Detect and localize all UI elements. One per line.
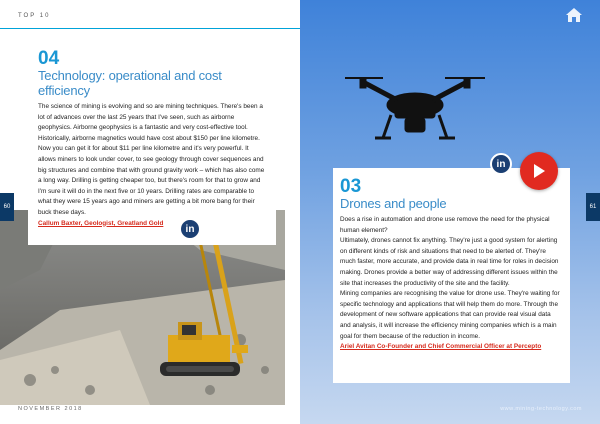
play-button[interactable]: [520, 152, 558, 190]
section-number: 04: [38, 48, 60, 69]
article-card-03: [333, 168, 570, 383]
byline-link[interactable]: Callum Baxter, Geologist, Greatland Gold: [38, 219, 164, 227]
header-rule: [0, 28, 300, 29]
section-number: 03: [340, 176, 362, 197]
issue-date: NOVEMBER 2018: [18, 406, 83, 412]
linkedin-label: in: [185, 223, 195, 235]
home-icon[interactable]: [566, 8, 582, 22]
play-icon: [532, 163, 546, 179]
byline-link[interactable]: Ariel Avitan Co-Founder and Chief Commercial Officer at Percepto: [340, 343, 542, 351]
running-head: TOP 10: [18, 13, 51, 19]
page-number: 61: [589, 204, 597, 210]
website-url: www.mining-technology.com: [500, 406, 582, 412]
linkedin-label: in: [496, 158, 506, 170]
drone-image: [325, 60, 505, 150]
article-card-04: [28, 45, 276, 245]
article-paragraph: Ultimately, drones cannot fix anything. They're just a good system for alerting on different kinds of risk and situations that need to be alerted of. They're much faster, more accurate, and provide data in real time for roles in decision making. Drones provide a better way of addressing different issues within the site that increases the productivity of the site and the facility.: [340, 237, 559, 287]
article-body: The science of mining is evolving and so are mining techniques. There's been a lot of advances over the last 25 years that I've seen, such as airborne geophysics. Airborne geophysics is a fantastic and very cost-effective tool. Historically, airborne magnetics would have cost about $150 per line kilometre. Now you can get it for about $11 per line kilometre and it's very powerful. It allows miners to look under cover, to see geology through cover sequences and big structures and combine that with ground gravity work – which has also come a long way. Drilling is getting cheaper too, but there's room for that to grow and I'm sure it will do in the next five or 10 years. Drilling rates are comparable to what they were 15 years ago and miners are getting a bit more bang for their buck these days.: [38, 103, 265, 216]
page-number-tab: [0, 193, 14, 221]
article-paragraph: Mining companies are recognising the value for drone use. They're waiting for specific technology and applications that will help them do more. Through the development of new software applications that can provide real visual data and analysis, it will increase the efficiency mining companies which is a main goal for them because of the reduction in income.: [340, 290, 560, 340]
linkedin-icon[interactable]: [490, 153, 512, 175]
section-title: Drones and people: [340, 196, 447, 211]
article-paragraph: Does a rise in automation and drone use remove the need for the physical human element?: [340, 216, 550, 234]
section-title: Technology: operational and cost efficiency: [38, 68, 222, 98]
linkedin-icon[interactable]: [179, 218, 201, 240]
page-number: 60: [3, 204, 11, 210]
page-number-tab: [586, 193, 600, 221]
